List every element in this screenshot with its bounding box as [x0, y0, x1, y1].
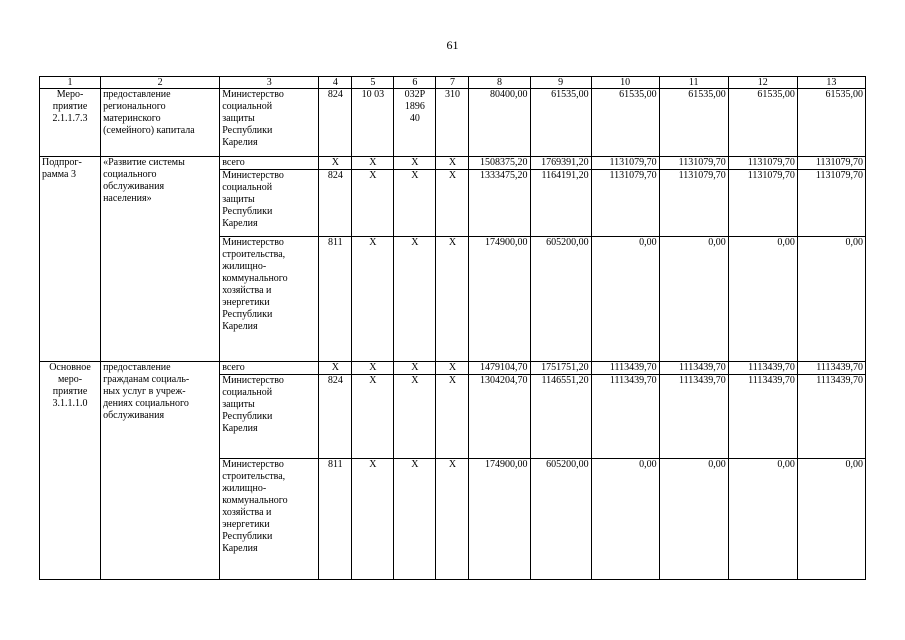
target-article: 032Р 1896 40 [394, 89, 436, 157]
amount: 0,00 [728, 459, 797, 580]
page-number: 61 [446, 38, 459, 52]
column-header: 7 [436, 77, 469, 89]
amount: 1113439,70 [591, 362, 659, 375]
amount: 1131079,70 [591, 170, 659, 237]
column-number-row [40, 77, 866, 89]
amount: 61535,00 [728, 89, 797, 157]
target-article: Х [394, 362, 436, 375]
expense-type: Х [436, 362, 469, 375]
section-code: Х [352, 170, 394, 237]
target-article: Х [394, 237, 436, 362]
amount: 1131079,70 [728, 170, 797, 237]
amount: 0,00 [591, 459, 659, 580]
grbs-code: Х [319, 157, 352, 170]
expense-type: Х [436, 170, 469, 237]
amount: 61535,00 [530, 89, 591, 157]
amount: 1113439,70 [728, 375, 797, 459]
amount: 1113439,70 [659, 362, 728, 375]
grbs-code: 811 [319, 237, 352, 362]
amount: 605200,00 [530, 459, 591, 580]
executor: Министерство социальной защиты Республики Карелия [220, 170, 319, 237]
amount: 1113439,70 [797, 362, 865, 375]
amount: 1131079,70 [728, 157, 797, 170]
amount: 61535,00 [591, 89, 659, 157]
amount: 1164191,20 [530, 170, 591, 237]
expense-type: Х [436, 237, 469, 362]
amount: 0,00 [797, 237, 865, 362]
expense-type: Х [436, 157, 469, 170]
item-title: «Развитие системы социального обслуживания населения» [101, 157, 220, 362]
executor: всего [220, 157, 319, 170]
grbs-code: 824 [319, 89, 352, 157]
table-row [40, 157, 866, 170]
budget-table [39, 76, 866, 580]
executor: Министерство строительства, жилищно- коммунального хозяйства и энергетики Республики Карелия [220, 237, 319, 362]
expense-type: 310 [436, 89, 469, 157]
section-code: Х [352, 237, 394, 362]
amount: 1113439,70 [591, 375, 659, 459]
column-header: 11 [659, 77, 728, 89]
amount: 1131079,70 [797, 157, 865, 170]
amount: 1131079,70 [659, 170, 728, 237]
section-code: Х [352, 157, 394, 170]
section-code: 10 03 [352, 89, 394, 157]
grbs-code: Х [319, 362, 352, 375]
executor: Министерство строительства, жилищно- коммунального хозяйства и энергетики Республики Карелия [220, 459, 319, 580]
amount: 174900,00 [469, 459, 530, 580]
item-code: Подпрог- рамма 3 [40, 157, 101, 362]
amount: 1333475,20 [469, 170, 530, 237]
amount: 1479104,70 [469, 362, 530, 375]
amount: 605200,00 [530, 237, 591, 362]
column-header: 4 [319, 77, 352, 89]
amount: 1113439,70 [728, 362, 797, 375]
grbs-code: 811 [319, 459, 352, 580]
amount: 1113439,70 [797, 375, 865, 459]
section-code: Х [352, 362, 394, 375]
amount: 174900,00 [469, 237, 530, 362]
amount: 61535,00 [659, 89, 728, 157]
amount: 1508375,20 [469, 157, 530, 170]
executor: Министерство социальной защиты Республики Карелия [220, 375, 319, 459]
target-article: Х [394, 375, 436, 459]
amount: 1131079,70 [659, 157, 728, 170]
amount: 1146551,20 [530, 375, 591, 459]
amount: 1113439,70 [659, 375, 728, 459]
grbs-code: 824 [319, 170, 352, 237]
column-header: 1 [40, 77, 101, 89]
grbs-code: 824 [319, 375, 352, 459]
item-title: предоставление гражданам социаль- ных услуг в учреж- дениях социального обслуживания [101, 362, 220, 580]
amount: 1131079,70 [797, 170, 865, 237]
column-header: 6 [394, 77, 436, 89]
target-article: Х [394, 157, 436, 170]
amount: 1769391,20 [530, 157, 591, 170]
executor: всего [220, 362, 319, 375]
amount: 0,00 [659, 237, 728, 362]
amount: 0,00 [797, 459, 865, 580]
column-header: 10 [591, 77, 659, 89]
amount: 80400,00 [469, 89, 530, 157]
target-article: Х [394, 170, 436, 237]
section-code: Х [352, 375, 394, 459]
column-header: 5 [352, 77, 394, 89]
target-article: Х [394, 459, 436, 580]
expense-type: Х [436, 459, 469, 580]
table-row [40, 362, 866, 375]
item-title: предоставление регионального материнского (семейного) капитала [101, 89, 220, 157]
amount: 0,00 [728, 237, 797, 362]
amount: 1751751,20 [530, 362, 591, 375]
amount: 61535,00 [797, 89, 865, 157]
amount: 1131079,70 [591, 157, 659, 170]
executor: Министерство социальной защиты Республики Карелия [220, 89, 319, 157]
item-code: Основное меро- приятие 3.1.1.1.0 [40, 362, 101, 580]
table-row [40, 89, 866, 157]
column-header: 12 [728, 77, 797, 89]
column-header: 13 [797, 77, 865, 89]
section-code: Х [352, 459, 394, 580]
column-header: 3 [220, 77, 319, 89]
expense-type: Х [436, 375, 469, 459]
item-code: Меро- приятие 2.1.1.7.3 [40, 89, 101, 157]
amount: 0,00 [659, 459, 728, 580]
column-header: 9 [530, 77, 591, 89]
column-header: 8 [469, 77, 530, 89]
column-header: 2 [101, 77, 220, 89]
amount: 0,00 [591, 237, 659, 362]
amount: 1304204,70 [469, 375, 530, 459]
